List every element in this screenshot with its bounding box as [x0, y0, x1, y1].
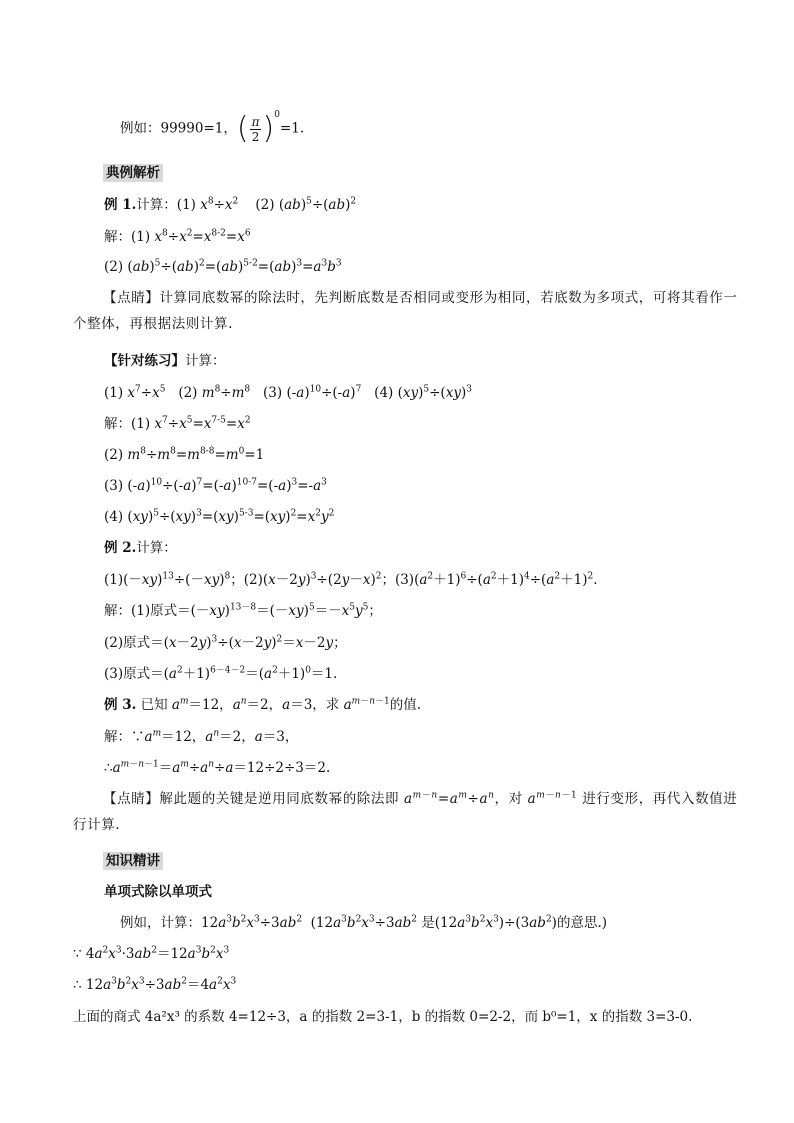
section-header-knowledge: 知识精讲	[103, 852, 163, 870]
tip-2-text-2: ，对	[494, 791, 523, 807]
example-1-solution-2: (2) $(ab)^5\div(ab)^2=(ab)^{5-2}=(ab)^3=a^3b^3$	[104, 258, 342, 275]
example-3-known: 已知	[140, 697, 168, 713]
example-1-prompt: 例 1.计算：(1) $x^8\div x^2$ (2) (ab)$^5$÷(ab)$^2$	[104, 196, 357, 213]
mono-meaning-tail: 的意思.)	[556, 915, 608, 931]
tip-1-label: 【点睛】	[103, 290, 160, 306]
example-3-ask-tail: 的值.	[389, 697, 422, 713]
example-3-label: 例 3.	[104, 697, 137, 713]
solution-prefix: 解：	[104, 603, 131, 619]
tip-2-text-1: 解此题的关键是逆用同底数幂的除法即	[159, 791, 400, 807]
fraction-denominator: 2	[251, 129, 260, 144]
example-2-label: 例 2.	[104, 540, 137, 556]
mono-explanation: 上面的商式 4a²x³ 的系数 4=12÷3，a 的指数 2=3-1，b 的指数 0=2-2，而 b⁰=1，x 的指数 3=3-0.	[73, 1009, 693, 1025]
practice-prompt: 计算：	[185, 353, 226, 369]
example-2-prompt: 计算：	[136, 540, 177, 556]
yuanshi-label: 原式	[150, 603, 178, 619]
example-2-header	[104, 539, 177, 557]
fraction-numerator: π	[251, 114, 260, 129]
pi-over-2-fraction	[250, 115, 262, 144]
practice-problems: (1) $x^7\div x^5$ (2) $m^8\div m^8$ (3) $(-a)^{10}\div(-a)^7$ (4) (xy)$^5$÷(xy)$^3$	[104, 384, 472, 401]
example-2-solution-3: (3)原式$=(a^2+1)^{6-4-2}=(a^2+1)^0=1$.	[104, 665, 338, 682]
example-tail: =1.	[279, 120, 305, 137]
mono-therefore: ∴ $12a^3b^2x^3\div 3ab^2=4a^2x^3$	[73, 976, 237, 993]
yuanshi-label: 原式	[123, 666, 151, 682]
solution-prefix: 解：	[104, 416, 131, 432]
example-2-solution-2: (2)原式$=(x-2y)^3\div(x-2y)^2=x-2y$；	[104, 634, 347, 651]
mono-example: 例如，计算：$12a^3b^2x^3\div 3ab^2$ ($12a^3b^2x^3\div 3ab^2$ 是$(12a^3b^2x^3)\div(3ab^2)$的意思.)	[120, 914, 608, 931]
example-1-solution-1: 解：(1) $x^8\div x^2=x^{8-2}=x^6$	[104, 228, 251, 245]
section-header-typical: 典例解析	[103, 164, 163, 182]
tip-2-label: 【点睛】	[103, 791, 160, 807]
tip-1-text: 计算同底数幂的除法时，先判断底数是否相同或变形为相同，若底数为多项式，可将其看作一个整体，再根据法则计算.	[73, 290, 738, 332]
section-header-mono-div: 单项式除以单项式	[104, 884, 212, 900]
example-3-solution-2: $\therefore a^{m-n-1}=a^m\div a^n\div a=12\div 2\div 3=2$.	[104, 759, 331, 776]
tip-2-text-3: 进行变形，再代入数值进行计算.	[73, 791, 738, 833]
example-expr1: 99990=1，	[160, 120, 237, 137]
mono-because: ∵ $4a^2x^3\cdot 3ab^2=12a^3b^2x^3$	[73, 945, 230, 962]
practice-label: 【针对练习】	[104, 353, 185, 369]
tip-1	[73, 285, 743, 337]
example-3-ask: 求	[325, 697, 340, 713]
example-prefix: 例如：	[120, 120, 161, 137]
mono-example-prefix: 例如，计算：	[120, 915, 201, 931]
example-2-solution-1: 解：(1)原式$=(-xy)^{13-8}=(-xy)^5=-x^5y^5$；	[104, 602, 382, 619]
practice-solution-2: (2) $m^8\div m^8=m^{8-8}=m^0=1$	[104, 446, 265, 463]
solution-prefix: 解：	[104, 729, 131, 745]
example-1-label: 例 1.	[104, 197, 137, 213]
practice-solution-3: (3) $(-a)^{10}\div(-a)^7=(-a)^{10-7}=(-a)^3=-a^3$	[104, 477, 327, 494]
example-intro: 例如：99990=1，( $\frac{\pi}{2}$ )$^0$=1.	[120, 110, 305, 146]
solution-prefix: 解：	[104, 229, 131, 245]
practice-solution-1: 解：(1) $x^7\div x^5=x^{7-5}=x^2$	[104, 415, 251, 432]
practice-header	[104, 352, 226, 370]
example-2-problems: $(1)(-xy)^{13}\div(-xy)^8$；$(2)(x-2y)^3\div(2y-x)^2$；$(3)(a^2+1)^6\div(a^2+1)^4\div(a^2+1)^2$.	[104, 571, 598, 588]
example-1-prompt-text: 计算：	[136, 197, 177, 213]
example-3-solution-1: 解：$\because a^m=12$，$a^n=2$，a＝3，	[104, 728, 299, 745]
example-3-prompt: 例 3. 已知 $a^m=12$，$a^n=2$，a＝3，求 $a^{m-n-1}$的值.	[104, 696, 422, 713]
yuanshi-label: 原式	[123, 635, 151, 651]
practice-solution-4: (4) $(xy)^5\div(xy)^3=(xy)^{5-3}=(xy)^2=x^2y^2$	[104, 508, 335, 525]
tip-2: 【点睛】解此题的关键是逆用同底数幂的除法即 $a^{m-n}=a^m\div a^n$，对 $a^{m-n-1}$ 进行变形，再代入数值进行计算.	[73, 790, 738, 833]
exponent-zero: 0	[274, 110, 280, 120]
